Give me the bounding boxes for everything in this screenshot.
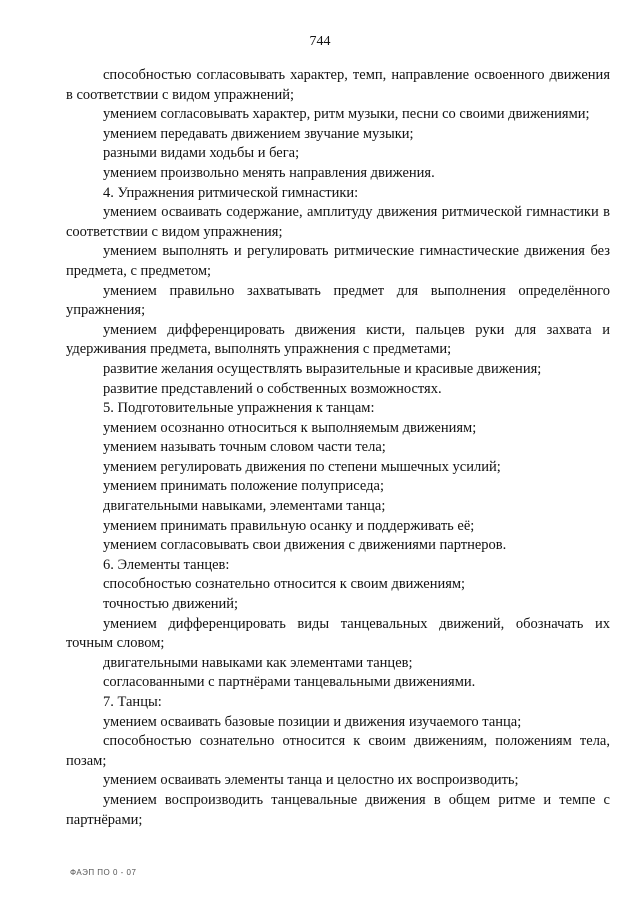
section-heading: 7. Танцы:	[103, 694, 162, 710]
paragraph: развитие желания осуществлять выразительные и красивые движения;	[103, 360, 542, 377]
paragraph: умением осознанно относиться к выполняемым движениям;	[103, 419, 477, 436]
document-body	[66, 66, 610, 830]
paragraph: умением выполнять и регулировать ритмические гимнастические движения без предмета, с предметом;	[66, 243, 610, 279]
paragraph: способностью согласовывать характер, темп, направление освоенного движения в соответствии с видом упражнений;	[66, 67, 610, 103]
paragraph: умением дифференцировать движения кисти, пальцев руки для захвата и удерживания предмета, выполнять упражнения с предметами;	[66, 321, 610, 358]
section-heading: 6. Элементы танцев:	[103, 556, 230, 573]
paragraph: умением осваивать элементы танца и целостно их воспроизводить;	[103, 772, 519, 789]
paragraph: умением принимать правильную осанку и поддерживать её;	[103, 517, 475, 534]
paragraph: разными видами ходьбы и бега;	[103, 145, 300, 162]
paragraph: согласованными с партнёрами танцевальными движениями.	[103, 674, 476, 691]
paragraph: способностью сознательно относится к своим движениям, положениям тела, позам;	[66, 733, 610, 769]
paragraph: умением дифференцировать виды танцевальных движений, обозначать их точным словом;	[66, 615, 610, 652]
paragraph: умением осваивать базовые позиции и движения изучаемого танца;	[103, 713, 522, 730]
paragraph: двигательными навыками, элементами танца;	[103, 498, 386, 515]
paragraph: умением воспроизводить танцевальные движения в общем ритме и темпе с партнёрами;	[66, 791, 610, 828]
paragraph: умением принимать положение полуприседа;	[103, 478, 384, 495]
paragraph: умением согласовывать свои движения с движениями партнеров.	[103, 537, 507, 554]
paragraph: умением согласовывать характер, ритм музыки, песни со своими движениями;	[103, 106, 590, 123]
paragraph: умением произвольно менять направления движения.	[103, 164, 435, 181]
paragraph: способностью сознательно относится к своим движениям;	[103, 576, 466, 593]
paragraph: двигательными навыками как элементами танцев;	[103, 654, 413, 671]
paragraph: умением передавать движением звучание музыки;	[103, 125, 414, 142]
paragraph: умением правильно захватывать предмет для выполнения определённого упражнения;	[66, 282, 610, 319]
footer-code: ФАЭП ПО 0 - 07	[70, 868, 137, 877]
paragraph: точностью движений;	[103, 596, 239, 613]
paragraph: умением осваивать содержание, амплитуду движения ритмической гимнастики в соответствии с видом упражнения;	[66, 204, 610, 240]
paragraph: умением называть точным словом части тела;	[103, 439, 386, 456]
section-heading: 4. Упражнения ритмической гимнастики:	[103, 184, 359, 201]
section-heading: 5. Подготовительные упражнения к танцам:	[103, 400, 375, 417]
paragraph: развитие представлений о собственных возможностях.	[103, 380, 442, 397]
paragraph: умением регулировать движения по степени мышечных усилий;	[103, 458, 501, 475]
page-number: 744	[309, 34, 331, 49]
